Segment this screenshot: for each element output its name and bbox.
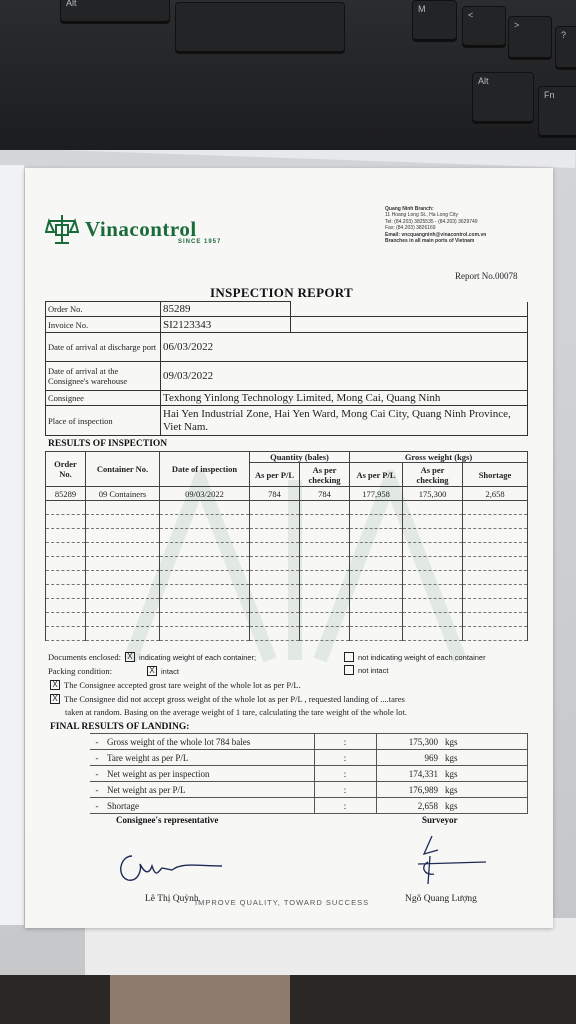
arrival-warehouse-value: 09/03/2022: [161, 362, 528, 391]
checkbox-accepted[interactable]: X: [50, 680, 60, 690]
info-row: [46, 362, 528, 391]
row-dash: -: [90, 782, 104, 798]
table-row: [46, 487, 528, 501]
branch-info: [385, 206, 545, 244]
col-container-no: Container No.: [86, 452, 160, 487]
company-slogan: IMPROVE QUALITY, TOWARD SUCCESS: [195, 898, 370, 907]
option-not-indicating: not indicating weight of each container: [358, 652, 486, 662]
scales-icon: [45, 212, 79, 246]
packing-label: Packing condition:: [48, 666, 112, 676]
keyboard-key: [412, 0, 457, 42]
order-no-value: 85289: [161, 302, 291, 317]
col-qty-pl: As per P/L: [250, 463, 300, 487]
key-label: Alt: [478, 76, 489, 86]
row-dash: -: [90, 750, 104, 766]
col-date: Date of inspection: [160, 452, 250, 487]
not-indicating-line: [344, 652, 486, 662]
documents-enclosed-line: [48, 652, 256, 662]
empty-row: [46, 501, 528, 515]
order-no-label: Order No.: [46, 302, 161, 317]
row-value: 969: [376, 750, 441, 766]
info-row: [46, 406, 528, 436]
cell-qty-check: 784: [300, 487, 350, 501]
info-row: [46, 333, 528, 362]
info-blank: [291, 317, 528, 333]
final-row: [90, 782, 528, 798]
consignee-name: Lê Thị Quỳnh: [145, 894, 199, 904]
not-accept-text: The Consignee did not accept gross weight of the whole lot as per P/L , requested landing of ....tares: [64, 694, 405, 704]
vinacontrol-logo: [45, 212, 197, 246]
checkbox-indicating[interactable]: X: [125, 652, 135, 662]
branch-line: Tel: (84.203) 3825535 - (84.203) 3629749: [385, 218, 478, 225]
cell-container-no: 09 Containers: [86, 487, 160, 501]
row-desc: Tare weight as per P/L: [104, 750, 314, 766]
cell-date: 09/03/2022: [160, 487, 250, 501]
empty-row: [46, 585, 528, 599]
col-order-no: Order No.: [46, 452, 86, 487]
cell-qty-pl: 784: [250, 487, 300, 501]
row-value: 174,331: [376, 766, 441, 782]
place-value: Hai Yen Industrial Zone, Hai Yen Ward, Mong Cai City, Quang Ninh Province, Viet Nam.: [161, 406, 528, 436]
col-gross-pl: As per P/L: [350, 463, 403, 487]
final-results-heading: FINAL RESULTS OF LANDING:: [50, 722, 190, 732]
checkbox-not-intact[interactable]: [344, 665, 354, 675]
branch-line: Branches in all main ports of Vietnam: [385, 238, 475, 245]
checkbox-not-accepted[interactable]: X: [50, 694, 60, 704]
packing-condition-line: [48, 666, 179, 676]
key-label: Fn: [544, 90, 555, 100]
key-label: M: [418, 4, 426, 14]
empty-row: [46, 599, 528, 613]
row-value: 176,989: [376, 782, 441, 798]
empty-row: [46, 627, 528, 641]
row-value: 175,300: [376, 734, 441, 750]
key-label: Alt: [66, 0, 77, 8]
col-quantity: Quantity (bales): [250, 452, 350, 463]
report-number: Report No.00078: [455, 271, 518, 281]
cell-gross-check: 175,300: [403, 487, 463, 501]
keyboard-key: [60, 0, 170, 24]
info-row: [46, 302, 528, 317]
final-row: [90, 766, 528, 782]
surveyor-name: Ngô Quang Lượng: [405, 894, 477, 904]
results-heading: RESULTS OF INSPECTION: [48, 439, 168, 449]
logo-text: Vinacontrol: [85, 216, 197, 241]
random-text: taken at random. Basing on the average weight of 1 tare, calculating the tare weight of the whole lot.: [65, 707, 408, 717]
row-colon: :: [314, 750, 376, 766]
keyboard-key: [462, 6, 506, 48]
row-dash: -: [90, 798, 104, 814]
floor-patch: [110, 975, 290, 1024]
invoice-no-label: Invoice No.: [46, 317, 161, 333]
branch-line: 11 Hoang Long St., Ha Long City: [385, 212, 459, 219]
checkbox-not-indicating[interactable]: [344, 652, 354, 662]
col-gross-check: As per checking: [403, 463, 463, 487]
place-label: Place of inspection: [46, 406, 161, 436]
row-colon: :: [314, 766, 376, 782]
cell-gross-pl: 177,958: [350, 487, 403, 501]
row-unit: kgs: [441, 782, 528, 798]
row-dash: -: [90, 734, 104, 750]
results-table: [45, 451, 528, 641]
surveyor-signature: [410, 832, 490, 888]
key-label: <: [468, 10, 474, 20]
empty-row: [46, 613, 528, 627]
consignee-signature: [112, 842, 232, 890]
key-label: ?: [561, 30, 567, 40]
option-indicating: indicating weight of each container;: [138, 652, 257, 662]
row-dash: -: [90, 766, 104, 782]
col-qty-check: As per checking: [300, 463, 350, 487]
branch-line: Quang Ninh Branch:: [385, 206, 434, 212]
invoice-no-value: SI2123343: [161, 317, 291, 333]
final-row: [90, 798, 528, 814]
row-value: 2,658: [376, 798, 441, 814]
row-unit: kgs: [441, 734, 528, 750]
keyboard-space-key: [175, 2, 345, 54]
row-colon: :: [314, 734, 376, 750]
row-unit: kgs: [441, 750, 528, 766]
empty-row: [46, 571, 528, 585]
header-row: [46, 452, 528, 463]
consignee-rep-heading: Consignee's representative: [116, 815, 219, 825]
branch-line: Fax: (84.203) 3826169: [385, 225, 436, 232]
key-label: [551, 52, 554, 62]
branch-line: Email: vncquangninh@vinacontrol.com.vn: [385, 231, 487, 238]
arrival-warehouse-label: Date of arrival at the Consignee's warehouse: [46, 362, 161, 391]
row-colon: :: [314, 798, 376, 814]
final-row: [90, 734, 528, 750]
key-label: >: [514, 20, 520, 30]
col-gross: Gross weight (kgs): [350, 452, 528, 463]
empty-row: [46, 529, 528, 543]
row-desc: Net weight as per P/L: [104, 782, 314, 798]
cell-order-no: 85289: [46, 487, 86, 501]
row-desc: Shortage: [104, 798, 314, 814]
arrival-port-value: 06/03/2022: [161, 333, 528, 362]
row-desc: Net weight as per inspection: [104, 766, 314, 782]
info-blank: [291, 302, 528, 317]
final-results-table: [90, 733, 528, 814]
row-unit: kgs: [441, 766, 528, 782]
logo-since: SINCE 1957: [178, 239, 222, 245]
order-info-table: [45, 301, 528, 436]
arrival-port-label: Date of arrival at discharge port: [46, 333, 161, 362]
info-row: [46, 391, 528, 406]
underlying-sheet: [0, 165, 24, 925]
row-unit: kgs: [441, 798, 528, 814]
accept-line: [50, 680, 301, 690]
consignee-label: Consignee: [46, 391, 161, 406]
keyboard: [0, 0, 576, 150]
consignee-value: Texhong Yinlong Technology Limited, Mong Cai, Quang Ninh: [161, 391, 528, 406]
keyboard-fn-key: [538, 86, 576, 138]
checkbox-intact[interactable]: X: [147, 666, 157, 676]
info-row: [46, 317, 528, 333]
empty-row: [46, 557, 528, 571]
option-not-intact: not intact: [358, 665, 389, 675]
col-shortage: Shortage: [463, 463, 528, 487]
row-colon: :: [314, 782, 376, 798]
not-intact-line: [344, 665, 388, 675]
keyboard-alt-key: [472, 72, 534, 124]
not-accept-line: [50, 694, 405, 704]
accept-text: The Consignee accepted grost tare weight of the whole lot as per P/L.: [64, 680, 301, 690]
documents-label: Documents enclosed:: [48, 652, 121, 662]
empty-row: [46, 515, 528, 529]
surveyor-heading: Surveyor: [422, 815, 458, 825]
option-intact: intact: [161, 666, 179, 676]
final-row: [90, 750, 528, 766]
empty-row: [46, 543, 528, 557]
row-desc: Gross weight of the whole lot 784 bales: [104, 734, 314, 750]
page-title: INSPECTION REPORT: [210, 285, 353, 300]
cell-shortage: 2,658: [463, 487, 528, 501]
